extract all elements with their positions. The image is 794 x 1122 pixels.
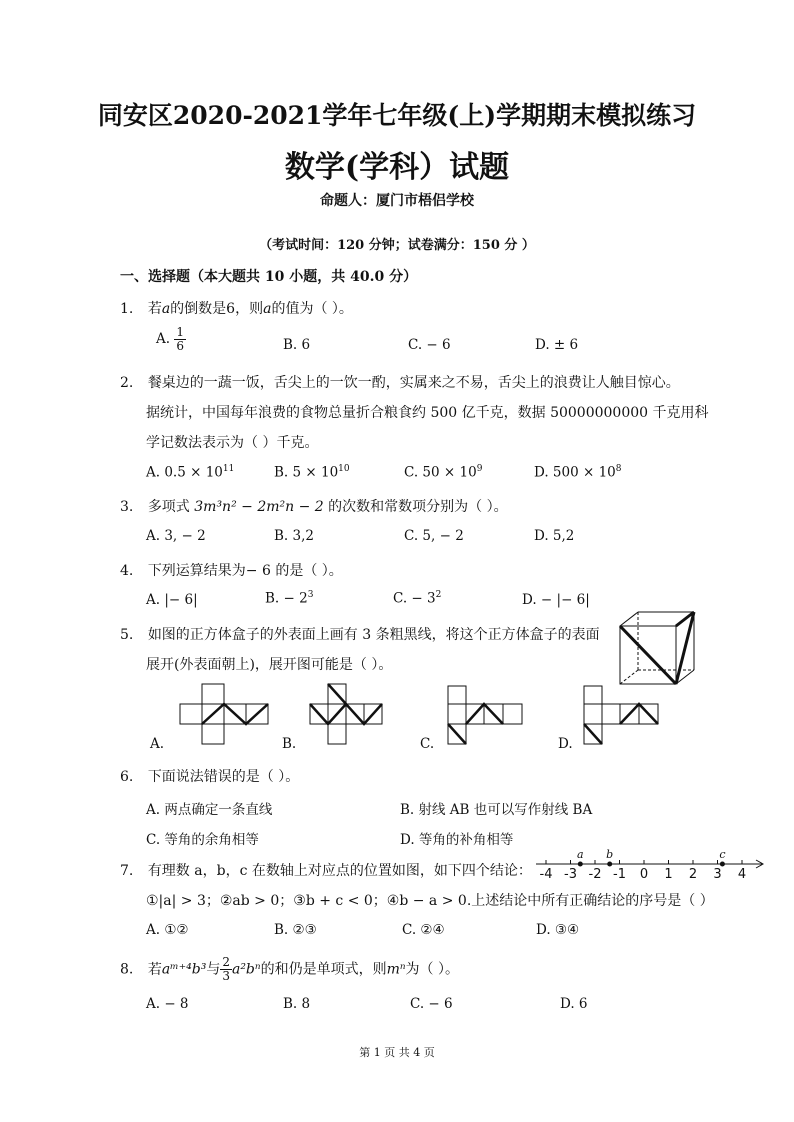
tick-label: -4	[539, 867, 553, 882]
option-a[interactable]: A. $\frac{1}{6}$	[156, 325, 184, 354]
question-number: 4.	[120, 563, 134, 579]
option-d[interactable]: D. ± 6	[535, 337, 579, 353]
option-b[interactable]: B. 射线 AB 也可以写作射线 BA	[400, 802, 593, 818]
point-label: c	[719, 848, 726, 861]
question-number: 3.	[120, 499, 134, 515]
cube-figure	[618, 610, 698, 690]
point-c	[720, 862, 725, 867]
question-number: 5.	[120, 627, 134, 643]
question-6: 6. 下面说法错误的是（ ）。	[120, 769, 300, 785]
question-3: 3. 多项式 3m³n² − 2m²n − 2 的次数和常数项分别为（ ）。	[120, 499, 508, 515]
page-subtitle: 数学(学科）试题	[284, 150, 510, 185]
question-2-line2: 据统计，中国每年浪费的食物总量折合粮食约 500 亿千克，数据 50000000000 千克用科	[146, 405, 709, 421]
question-1: 1. 若a的倒数是6，则a的值为（ ）。	[120, 301, 353, 317]
point-a	[578, 862, 583, 867]
question-7: 7. 有理数 a，b，c 在数轴上对应点的位置如图，如下四个结论：	[120, 863, 532, 879]
option-d[interactable]: D. − |− 6|	[522, 592, 590, 608]
polynomial: 3m³n² − 2m²n − 2	[194, 499, 324, 515]
option-d[interactable]: D.	[558, 736, 573, 752]
question-number: 8.	[120, 961, 134, 978]
option-d[interactable]: D. 6	[560, 996, 588, 1012]
option-c[interactable]: C. 5, − 2	[404, 528, 464, 544]
question-5-line2: 展开(外表面朝上)，展开图可能是（ ）。	[146, 657, 393, 673]
tick-label: 2	[688, 867, 698, 882]
question-8: 8. 若aᵐ⁺⁴b³与 $\frac{2}{3}$ a²bⁿ的和仍是单项式，则mⁿ为（ ）。	[120, 955, 459, 984]
question-number: 6.	[120, 769, 134, 785]
tick-label: 1	[664, 867, 673, 882]
net-option-d	[584, 686, 658, 744]
option-b[interactable]: B. 6	[283, 337, 311, 353]
section-heading: 一、选择题（本大题共 10 小题，共 40.0 分）	[120, 269, 418, 285]
question-2-line3: 学记数法表示为（ ）千克。	[146, 435, 319, 451]
tick-label: -2	[588, 867, 602, 882]
option-a[interactable]: A. 两点确定一条直线	[146, 802, 273, 818]
option-d[interactable]: D. $500 \times 10^8$	[534, 464, 622, 481]
net-option-c	[448, 686, 522, 744]
option-c[interactable]: C. $50 \times 10^9$	[404, 464, 483, 481]
point-label: a	[577, 848, 584, 861]
option-b[interactable]: B.	[282, 736, 297, 752]
tick-label: -1	[613, 867, 626, 882]
option-b[interactable]: B. − $2^3$	[265, 590, 314, 607]
question-number: 7.	[120, 863, 134, 879]
question-number: 1.	[120, 301, 134, 317]
option-c[interactable]: C. 等角的余角相等	[146, 832, 259, 848]
tick-label: 3	[713, 867, 722, 882]
option-a[interactable]: A. 3, − 2	[146, 528, 206, 544]
option-b[interactable]: B. ②③	[274, 922, 317, 938]
net-option-a	[180, 684, 268, 744]
option-b[interactable]: B. 3,2	[274, 528, 314, 544]
option-c[interactable]: C.	[420, 736, 435, 752]
option-c[interactable]: C. − 6	[410, 996, 453, 1012]
number-line	[536, 844, 768, 884]
option-c[interactable]: C. − 6	[408, 337, 451, 353]
tick-label: 0	[639, 867, 649, 882]
option-d[interactable]: D. ③④	[536, 922, 580, 938]
net-option-b	[310, 684, 382, 744]
option-a[interactable]: A. − 8	[146, 996, 189, 1012]
point-b	[607, 862, 612, 867]
fraction: $\frac{2}{3}$	[222, 955, 230, 984]
option-c[interactable]: C. − $3^2$	[393, 590, 442, 607]
question-4: 4. 下列运算结果为− 6 的是（ ）。	[120, 563, 343, 579]
option-a[interactable]: A. ①②	[146, 922, 189, 938]
author-line: 命题人：厦门市梧侣学校	[320, 193, 474, 209]
option-b[interactable]: B. $5 \times 10^{10}$	[274, 464, 350, 481]
option-d[interactable]: D. 5,2	[534, 528, 575, 544]
page-footer: 第 1 页 共 4 页	[359, 1046, 435, 1059]
fraction: $\frac{1}{6}$	[176, 325, 184, 354]
point-label: b	[606, 848, 614, 861]
exam-info: （考试时间：120 分钟；试卷满分：150 分 ）	[259, 238, 535, 253]
option-b[interactable]: B. 8	[283, 996, 311, 1012]
option-a[interactable]: A. |− 6|	[146, 592, 198, 608]
option-a[interactable]: A. $0.5 \times 10^{11}$	[146, 464, 235, 481]
question-2: 2. 餐桌边的一蔬一饭，舌尖上的一饮一酌，实属来之不易，舌尖上的浪费让人触目惊心。	[120, 375, 680, 391]
tick-label: 4	[737, 867, 747, 882]
question-5: 5. 如图的正方体盒子的外表面上画有 3 条粗黑线，将这个正方体盒子的表面	[120, 627, 600, 643]
option-a[interactable]: A.	[150, 736, 165, 752]
option-c[interactable]: C. ②④	[402, 922, 445, 938]
page-title: 同安区2020-2021学年七年级(上)学期期末模拟练习	[97, 101, 697, 130]
question-7-line2: ①|a| > 3；②ab > 0；③b + c < 0；④b − a > 0.上述结论中所有正确结论的序号是（ ）	[146, 893, 714, 909]
option-d[interactable]: D. 等角的补角相等	[400, 832, 514, 848]
tick-label: -3	[564, 867, 577, 882]
question-number: 2.	[120, 375, 134, 391]
